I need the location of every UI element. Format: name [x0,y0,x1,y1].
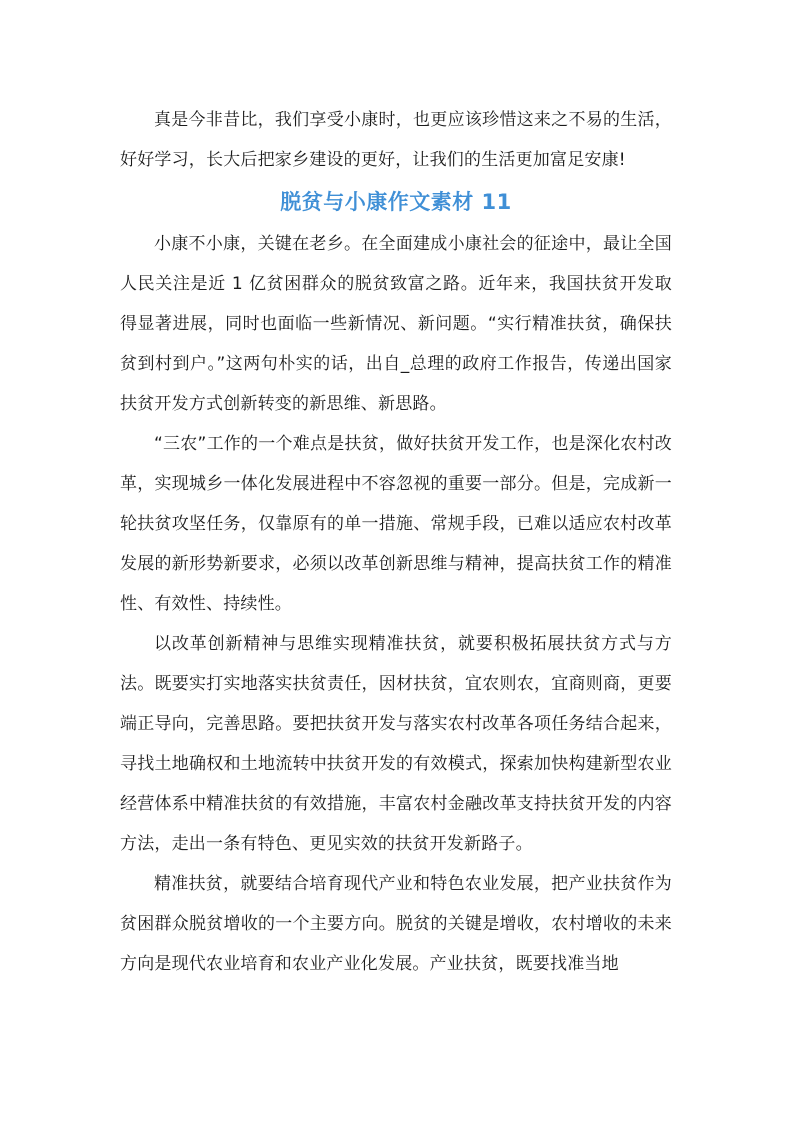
paragraph-2: “三农”工作的一个难点是扶贫，做好扶贫开发工作，也是深化农村改革，实现城乡一体化发展进程中不容忽视的重要一部分。但是，完成新一轮扶贫攻坚任务，仅靠原有的单一措施、常规手段，已难以适应农村改革发展的新形势新要求，必须以改革创新思维与精神，提高扶贫工作的精准性、有效性、持续性。 [120,434,672,614]
paragraph-4: 精准扶贫，就要结合培育现代产业和特色农业发展，把产业扶贫作为贫困群众脱贫增收的一个主要方向。脱贫的关键是增收，农村增收的未来方向是现代农业培育和农业产业化发展。产业扶贫，既要找准当地 [120,874,672,974]
paragraph-1: 小康不小康，关键在老乡。在全面建成小康社会的征途中，最让全国人民关注是近 1 亿贫困群众的脱贫致富之路。近年来，我国扶贫开发取得显著进展，同时也面临一些新情况、新问题。“实行精准扶贫，确保扶贫到村到户。”这两句朴实的话，出自_总理的政府工作报告，传递出国家扶贫开发方式创新转变的新思维、新思路。 [120,234,672,414]
document-body [120,100,672,984]
intro-paragraph: 真是今非昔比，我们享受小康时，也更应该珍惜这来之不易的生活，好好学习，长大后把家乡建设的更好，让我们的生活更加富足安康! [120,110,672,170]
paragraph-3: 以改革创新精神与思维实现精准扶贫，就要积极拓展扶贫方式与方法。既要实打实地落实扶贫责任，因材扶贫，宜农则农，宜商则商，更要端正导向，完善思路。要把扶贫开发与落实农村改革各项任务结合起来，寻找土地确权和土地流转中扶贫开发的有效模式，探索加快构建新型农业经营体系中精准扶贫的有效措施，丰富农村金融改革支持扶贫开发的内容方法，走出一条有特色、更见实效的扶贫开发新路子。 [120,634,672,854]
document-title: 脱贫与小康作文素材 11 [280,190,512,214]
